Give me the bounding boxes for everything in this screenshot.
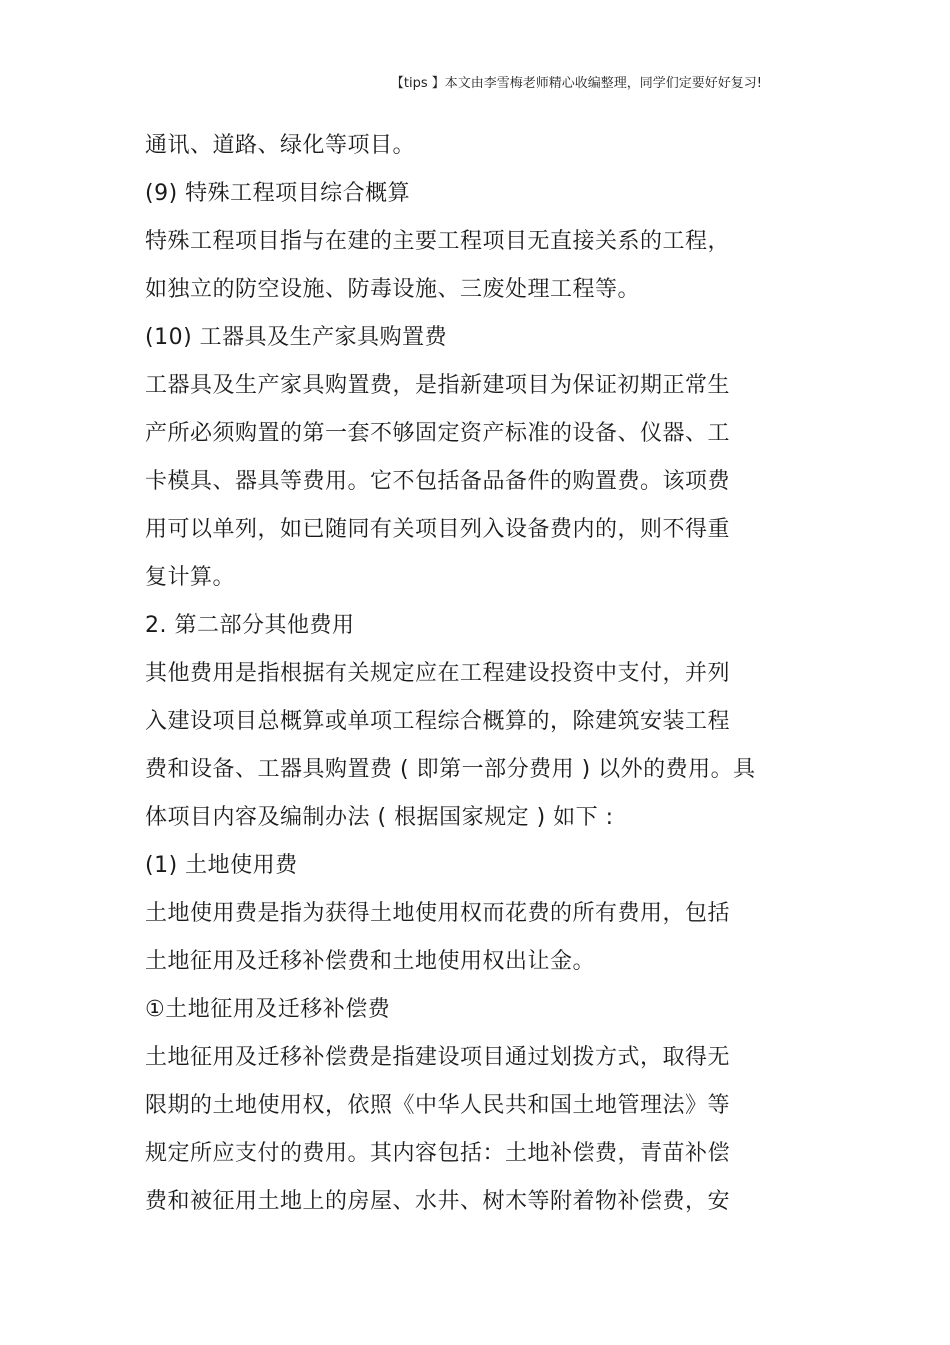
text-line: (9) 特殊工程项目综合概算 (145, 181, 411, 206)
header-tips: 【tips 】本文由李雪梅老师精心收编整理，同学们定要好好复习! (390, 76, 762, 91)
text-line: 土地征用及迁移补偿费和土地使用权出让金。 (145, 949, 596, 974)
text-line: (1) 土地使用费 (145, 853, 298, 878)
text-line: 特殊工程项目指与在建的主要工程项目无直接关系的工程， (145, 229, 731, 254)
text-line: 体项目内容及编制办法 ( 根据国家规定 ) 如下 : (145, 805, 614, 830)
text-line: 土地使用费是指为获得土地使用权而花费的所有费用，包括 (145, 901, 731, 926)
text-line: 通讯、道路、绿化等项目。 (145, 133, 416, 158)
text-line: 如独立的防空设施、防毒设施、三废处理工程等。 (145, 277, 641, 302)
text-line: 其他费用是指根据有关规定应在工程建设投资中支付，并列 (145, 661, 731, 686)
text-line: 费和被征用土地上的房屋、水井、树木等附着物补偿费，安 (145, 1189, 731, 1214)
text-line: 规定所应支付的费用。其内容包括：土地补偿费，青苗补偿 (145, 1141, 731, 1166)
text-line: 复计算。 (145, 565, 236, 590)
text-line: 用可以单列，如已随同有关项目列入设备费内的，则不得重 (145, 517, 731, 542)
text-line: 产所必须购置的第一套不够固定资产标准的设备、仪器、工 (145, 421, 731, 446)
text-line: 2. 第二部分其他费用 (145, 613, 355, 638)
text-line: 费和设备、工器具购置费 ( 即第一部分费用 ) 以外的费用。具 (145, 757, 756, 782)
text-line: (10) 工器具及生产家具购置费 (145, 325, 448, 350)
text-line: 土地征用及迁移补偿费是指建设项目通过划拨方式，取得无 (145, 1045, 731, 1070)
text-line: 卡模具、器具等费用。它不包括备品备件的购置费。该项费 (145, 469, 731, 494)
text-line: ①土地征用及迁移补偿费 (145, 997, 391, 1022)
text-line: 限期的土地使用权，依照《中华人民共和国土地管理法》等 (145, 1093, 731, 1118)
text-line: 工器具及生产家具购置费，是指新建项目为保证初期正常生 (145, 373, 731, 398)
text-line: 入建设项目总概算或单项工程综合概算的，除建筑安装工程 (145, 709, 731, 734)
